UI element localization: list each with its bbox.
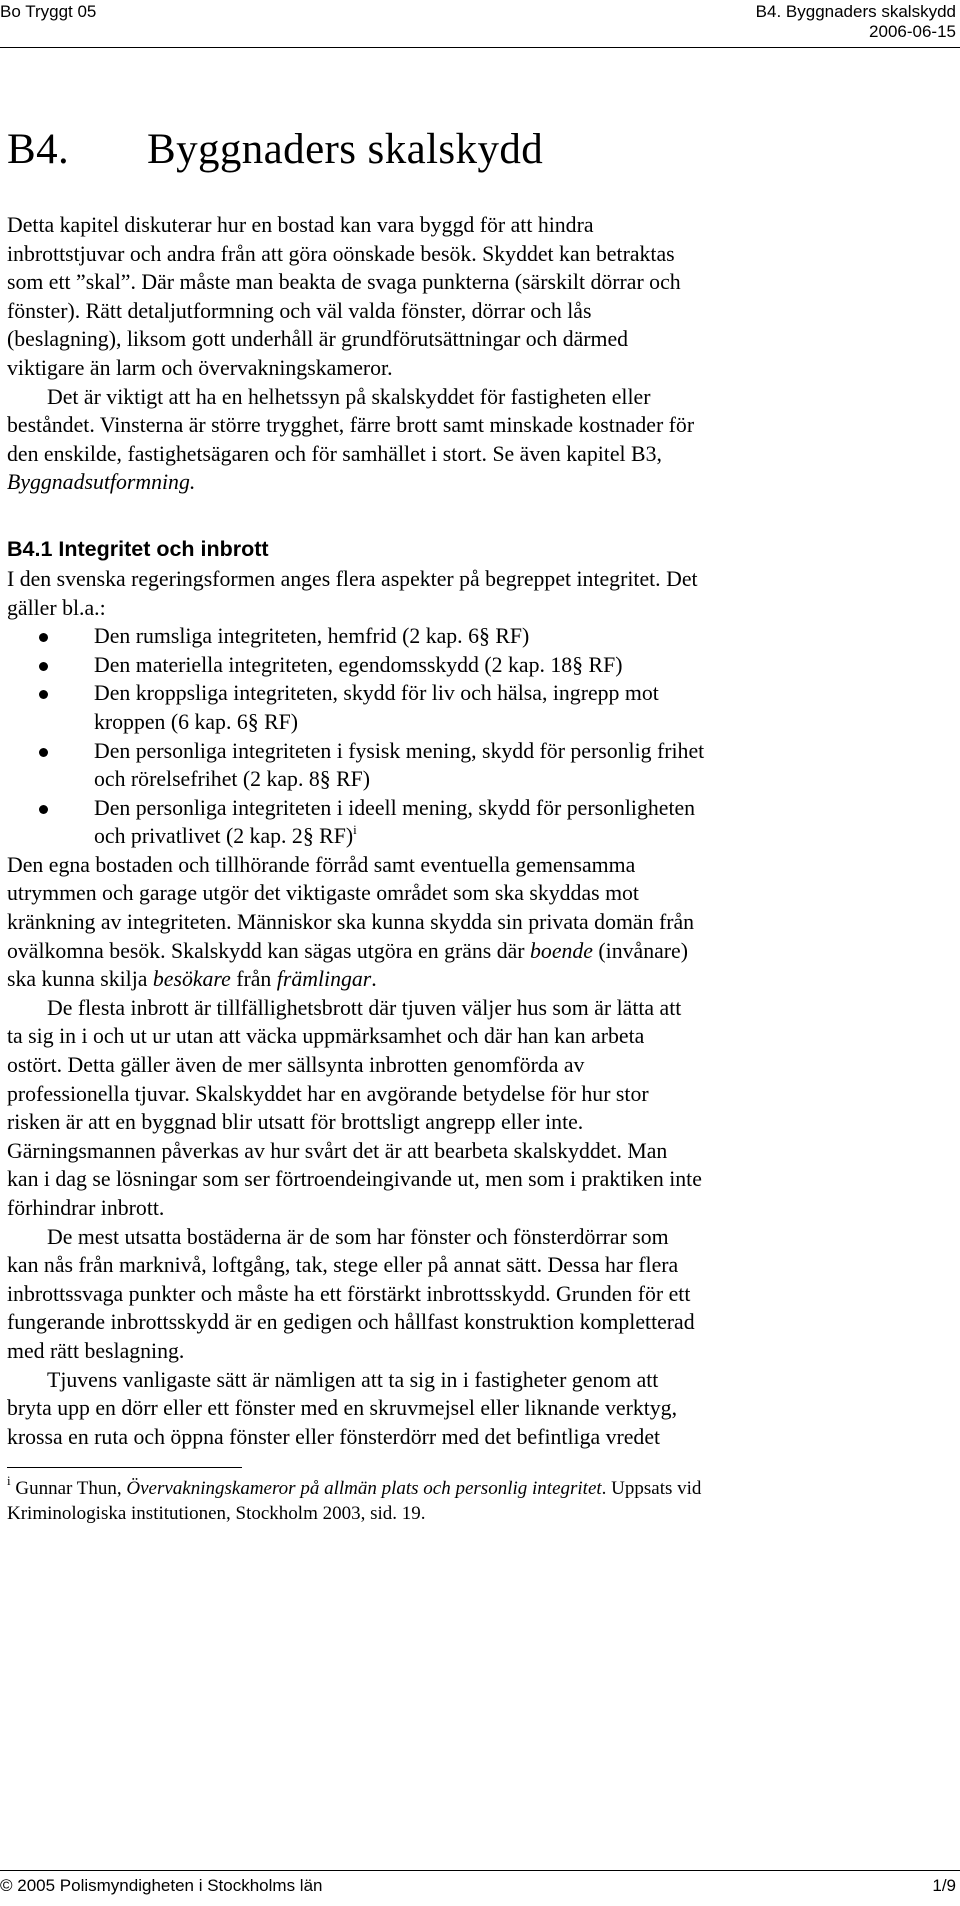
text-line: krossa en ruta och öppna fönster eller fönsterdörr med det befintliga vredet <box>7 1424 661 1449</box>
list-item: Den personliga integriteten i ideell mening, skydd för personligheten och privatlivet (2 kap. 2§ RF)$^i$ <box>7 794 957 851</box>
bullet-icon <box>39 748 48 757</box>
chapter-reference: Byggnadsutformning. <box>7 470 196 495</box>
text-line: Det är viktigt att ha en helhetssyn på skalskyddet för fastigheten eller <box>47 384 651 409</box>
header-rule <box>0 47 960 48</box>
bullet-icon <box>39 662 48 671</box>
text-line: Den egna bostaden och tillhörande förråd samt eventuella gemensamma <box>7 852 636 877</box>
header-doc-name: Bo Tryggt 05 <box>0 2 97 21</box>
footnote-reference[interactable]: i <box>353 822 357 838</box>
text-line: fönster). Rätt detaljutformning och väl valda fönster, dörrar och lås <box>7 298 592 323</box>
bullet-icon <box>39 805 48 814</box>
term-framlingar: främlingar <box>276 967 372 992</box>
text-line: förhindrar inbrott. <box>7 1196 165 1220</box>
footnote-title: Övervakningskameror på allmän plats och personlig integritet <box>126 1478 602 1500</box>
text-line: som ett ”skal”. Där måste man beakta de svaga punkterna (särskilt dörrar och <box>7 270 681 295</box>
text-line: risken är att en byggnad blir utsatt för brottsligt angrepp eller inte. <box>7 1110 584 1135</box>
text-line: (beslagning), liksom gott underhåll är grundförutsättningar och därmed <box>7 327 629 352</box>
text-line: Gärningsmannen påverkas av hur svårt det är att bearbeta skalskyddet. Man <box>7 1138 668 1163</box>
list-item: Den personliga integriteten i fysisk mening, skydd för personlig frihet och rörelsefrihet (2 kap. 8§ RF) <box>7 737 957 794</box>
section-heading: B4.1 Integritet och inbrott <box>7 536 269 561</box>
text-line: De flesta inbrott är tillfällighetsbrott där tjuven väljer hus som är lätta att <box>47 995 682 1020</box>
text-line: kan nås från marknivå, loftgång, tak, stege eller på annat sätt. Dessa har flera <box>7 1253 679 1278</box>
text-line: De mest utsatta bostäderna är de som har fönster och fönsterdörrar som <box>47 1224 669 1249</box>
page-body <box>7 124 957 1526</box>
paragraph-opportunity <box>7 994 957 1223</box>
header-date: 2006-06-15 <box>869 22 956 41</box>
header-chapter-title: B4. Byggnaders skalskydd <box>755 2 956 21</box>
bullet-icon <box>39 633 48 642</box>
text-line: beståndet. Vinsterna är större trygghet, färre brott samt minskade kostnader för <box>7 413 695 438</box>
chapter-heading <box>7 124 957 176</box>
text-line: Tjuvens vanligaste sätt är nämligen att ta sig in i fastigheter genom att <box>47 1367 659 1392</box>
integrity-list <box>7 622 957 851</box>
page-number: 1/9 <box>932 1876 956 1895</box>
term-boende: boende <box>530 938 593 963</box>
paragraph-method <box>7 1366 957 1452</box>
text-line: gäller bl.a.: <box>7 595 106 620</box>
list-item: Den materiella integriteten, egendomsskydd (2 kap. 18§ RF) <box>7 651 957 680</box>
paragraph-exposed <box>7 1223 957 1366</box>
footnote: $^i$ Gunnar Thun, Övervakningskameror på allmän plats och personlig integritet. Uppsats vid Kriminologiska institutionen, Stockholm 2003, sid. 19. <box>7 1476 957 1526</box>
paragraph-home: Den egna bostaden och tillhörande förråd samt eventuella gemensamma utrymmen och garage utgör det viktigaste området som ska skyddas mot kränkning av integriteten. Människor ska kunna skydda sin privata domän från ovälkomna besök. Skalskydd kan sägas utgöra en gräns där boende (invånare) ska kunna skilja besökare från främlingar. <box>7 851 957 994</box>
list-item: Den kroppsliga integriteten, skydd för liv och hälsa, ingrepp mot kroppen (6 kap. 6§ RF) <box>7 679 957 736</box>
text-line: ostört. Detta gäller även de mer sällsynta inbrotten genomförda av <box>7 1053 585 1078</box>
text-line: professionella tjuvar. Skalskyddet har en avgörande betydelse för hur stor <box>7 1081 649 1106</box>
text-line: viktigare än larm och övervakningskameror. <box>7 355 393 380</box>
list-item: Den rumsliga integriteten, hemfrid (2 kap. 6§ RF) <box>7 622 957 651</box>
text-line: I den svenska regeringsformen anges flera aspekter på begreppet integritet. Det <box>7 566 698 591</box>
text-line: Kriminologiska institutionen, Stockholm 2003, sid. 19. <box>7 1503 426 1525</box>
term-besokare: besökare <box>152 967 231 992</box>
text-line: med rätt beslagning. <box>7 1338 185 1363</box>
chapter-number: B4. <box>7 126 70 173</box>
intro-paragraph-2 <box>7 383 957 497</box>
text-line: den enskilde, fastighetsägaren och för samhället i stort. Se även kapitel B3, <box>7 441 662 466</box>
text-line: kränkning av integriteten. Människor ska kunna skydda sin privata domän från <box>7 910 695 935</box>
text-line: ta sig in i och ut ur utan att väcka uppmärksamhet och där han kan arbeta <box>7 1024 645 1049</box>
footer-copyright: © 2005 Polismyndigheten i Stockholms län <box>0 1876 323 1895</box>
text-line: inbrottstjuvar och andra från att göra oönskade besök. Skyddet kan betraktas <box>7 241 675 266</box>
text-line: fungerande inbrottsskydd är en gedigen och hållfast konstruktion kompletterad <box>7 1310 695 1335</box>
footnote-mark: i <box>7 1473 11 1489</box>
text-line: inbrottssvaga punkter och måste ha ett förstärkt inbrottsskydd. Grunden för ett <box>7 1281 691 1306</box>
header-right <box>756 2 956 42</box>
text-line: kan i dag se lösningar som ser förtroendeingivande ut, men som i praktiken inte <box>7 1167 702 1192</box>
section-lead <box>7 565 957 622</box>
text-line: Detta kapitel diskuterar hur en bostad kan vara byggd för att hindra <box>7 213 594 237</box>
intro-paragraph-1 <box>7 211 957 383</box>
bullet-icon <box>39 690 48 699</box>
footer-rule <box>0 1870 960 1871</box>
chapter-title: Byggnaders skalskydd <box>147 126 544 173</box>
text-line: utrymmen och garage utgör det viktigaste området som ska skyddas mot <box>7 881 639 906</box>
text-line: bryta upp en dörr eller ett fönster med en skruvmejsel eller liknande verktyg, <box>7 1396 678 1421</box>
